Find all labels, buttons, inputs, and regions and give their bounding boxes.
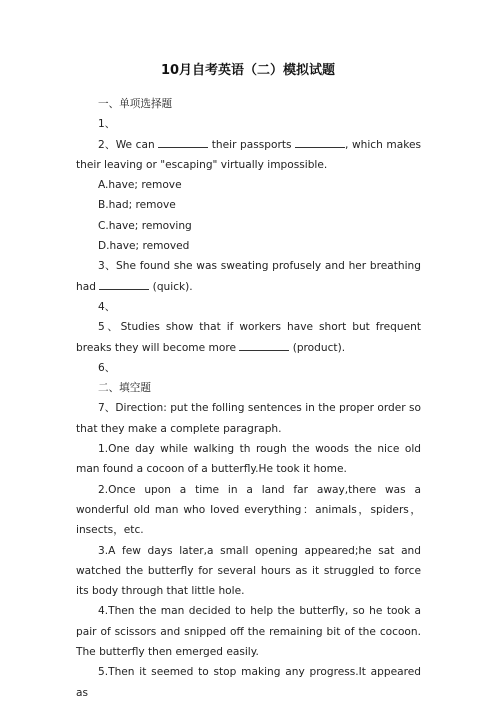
page-title: 10月自考英语（二）模拟试题 (160, 63, 336, 78)
answer-blank (99, 277, 149, 290)
sentence-2: 2.Once upon a time in a land far away,there was a wonderful old man who Ioved everything：animaIs，spiders，insects，etc. (76, 483, 421, 537)
option-a: A.have; remove (98, 179, 182, 192)
option-b: B.had; remove (98, 199, 176, 212)
question-1: 1、 (98, 118, 116, 131)
question-3: 3、She found she was sweating profusely and her breathing had (quick). (76, 260, 421, 293)
answer-blank (295, 135, 345, 148)
sentence-4: 4.Then the man decided to help the butterfly, so he took a pair of scissors and snipped off the remaining bit of the cocoon. The butterfly then emerged easily. (76, 605, 421, 659)
question-7: 7、Direction: put the folling sentences in the proper order so that they make a complete paragraph. (76, 402, 421, 435)
sentence-5: 5.Then it seemed to stop making any progress.It appeared as (76, 666, 421, 699)
sentence-3: 3.A few days later,a small opening appeared;he sat and watched the butterfly for several hours as it struggled to force its body through that little hole. (76, 544, 421, 598)
question-6: 6、 (98, 361, 116, 374)
answer-blank (239, 338, 289, 351)
question-2: 2、We can their passports , which makes their leaving or "escaping" virtually impossible. (76, 135, 421, 176)
question-4: 4、 (98, 300, 116, 313)
question-5: 5、Studies show that if workers have short but frequent breaks they will become more (product). (76, 321, 421, 354)
section-heading-choice: 一、单项选择题 (98, 98, 173, 110)
answer-blank (158, 135, 208, 148)
document-body (76, 94, 421, 703)
option-d: D.have; removed (98, 240, 190, 253)
section-heading-fill: 二、填空题 (98, 382, 151, 395)
option-c: C.have; removing (98, 219, 192, 232)
sentence-1: 1.One day while walking th rough the woods the nice old man found a cocoon of a butterfly.He took it home. (76, 443, 421, 476)
